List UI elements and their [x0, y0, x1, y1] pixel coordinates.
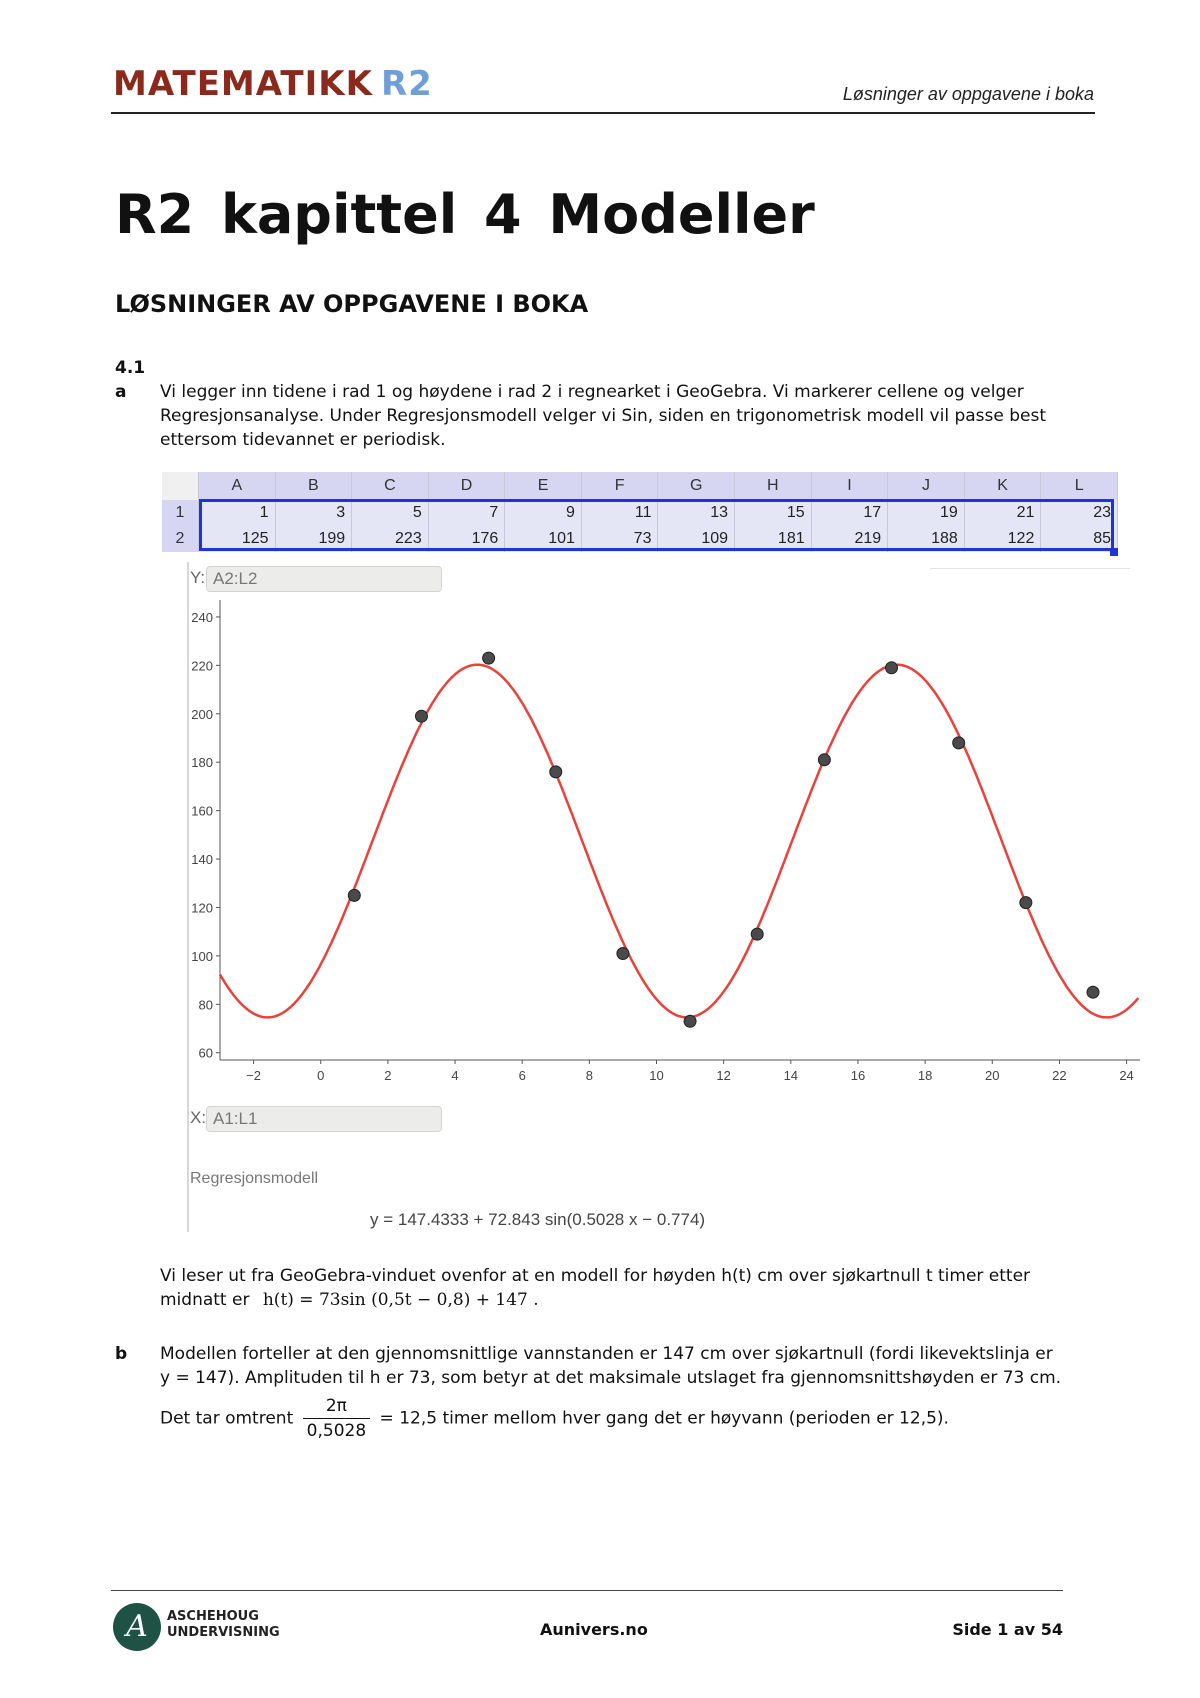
y-tick-label: 80: [198, 997, 213, 1013]
sheet-cell[interactable]: 219: [811, 526, 888, 552]
x-tick-label: 4: [451, 1068, 459, 1083]
footer-brand: [167, 1609, 280, 1641]
data-point[interactable]: [415, 710, 427, 722]
part-b-line-1: Modellen forteller at den gjennomsnittlige vannstanden er 147 cm over sjøkartnull (fordi likevektslinja er: [160, 1344, 1053, 1364]
sheet-cell[interactable]: 15: [735, 500, 812, 526]
part-b-line-2: y = 147). Amplituden til h er 73, som betyr at det maksimale utslaget fra gjennomsnittshøyden er 73 cm.: [160, 1368, 1062, 1388]
y-tick-label: 200: [191, 706, 213, 722]
sheet-cell[interactable]: 101: [505, 526, 582, 552]
x-tick-label: 8: [585, 1068, 593, 1083]
readout-line-2: [160, 1288, 1090, 1312]
data-point[interactable]: [684, 1015, 696, 1027]
x-tick-label: 0: [317, 1068, 325, 1083]
y-tick-label: 120: [191, 900, 213, 916]
readout-prefix: midnatt er: [160, 1290, 250, 1310]
x-range-input[interactable]: A1:L1: [206, 1106, 442, 1132]
x-tick-label: 16: [850, 1068, 866, 1083]
x-tick-label: 18: [917, 1068, 933, 1083]
sheet-cell[interactable]: 13: [658, 500, 735, 526]
x-axis-ticks: [246, 1060, 1134, 1083]
part-a-label: a: [115, 382, 127, 402]
readout-line-1: Vi leser ut fra GeoGebra-vinduet ovenfor at en modell for høyden h(t) cm over sjøkartnull t timer etter: [160, 1266, 1031, 1286]
sheet-cell[interactable]: 73: [581, 526, 658, 552]
header-divider: [111, 112, 1095, 114]
regression-model-label: Regresjonsmodell: [190, 1170, 319, 1187]
column-header[interactable]: B: [275, 472, 352, 500]
sheet-cell[interactable]: 5: [352, 500, 429, 526]
column-header[interactable]: H: [735, 472, 812, 500]
column-header[interactable]: J: [888, 472, 965, 500]
fraction-denominator: 0,5028: [306, 1421, 367, 1441]
column-header[interactable]: A: [199, 472, 276, 500]
data-point[interactable]: [818, 754, 830, 766]
y-tick-label: 100: [191, 948, 213, 964]
spreadsheet-row: [162, 526, 1118, 552]
sheet-cell[interactable]: 109: [658, 526, 735, 552]
sheet-cell[interactable]: 7: [428, 500, 505, 526]
sheet-cell[interactable]: 181: [735, 526, 812, 552]
sheet-cell[interactable]: 1: [199, 500, 276, 526]
x-tick-label: 10: [649, 1068, 664, 1083]
column-header[interactable]: C: [352, 472, 429, 500]
sheet-cell[interactable]: 19: [888, 500, 965, 526]
sheet-cell[interactable]: 176: [428, 526, 505, 552]
data-points: [348, 652, 1099, 1027]
fraction-numerator: 2π: [303, 1394, 370, 1419]
data-point[interactable]: [1087, 986, 1099, 998]
y-tick-label: 140: [191, 852, 213, 868]
sheet-cell[interactable]: 21: [964, 500, 1041, 526]
sheet-cell[interactable]: 85: [1041, 526, 1118, 552]
sheet-cell[interactable]: 125: [199, 526, 276, 552]
part-b-line-3: [160, 1394, 1090, 1443]
y-range-input[interactable]: A2:L2: [206, 566, 442, 592]
spreadsheet: [162, 472, 1118, 552]
y-tick-label: 180: [191, 755, 213, 771]
regression-formula: y = 147.4333 + 72.843 sin(0.5028 x − 0.774): [370, 1210, 706, 1229]
regression-plot: [188, 600, 1140, 1100]
regression-curve: [220, 665, 1138, 1018]
part-b-label: b: [115, 1344, 128, 1364]
y-tick-label: 240: [191, 609, 213, 625]
model-formula: h(t) = 73sin (0,5t − 0,8) + 147 .: [262, 1290, 539, 1310]
sheet-cell[interactable]: 223: [352, 526, 429, 552]
x-tick-label: 6: [518, 1068, 526, 1083]
column-header[interactable]: K: [964, 472, 1041, 500]
sheet-cell[interactable]: 188: [888, 526, 965, 552]
toolbar-buttons: [930, 556, 1130, 569]
logo-main-text: MATEMATIKK: [113, 64, 373, 104]
brand-line-1: ASCHEHOUG: [167, 1609, 259, 1624]
sheet-cell[interactable]: 17: [811, 500, 888, 526]
x-tick-label: 20: [985, 1068, 1000, 1083]
period-suffix: = 12,5 timer mellom hver gang det er høyvann (perioden er 12,5).: [379, 1408, 949, 1429]
footer-divider: [111, 1590, 1063, 1591]
footer-site[interactable]: Aunivers.no: [540, 1620, 648, 1639]
spreadsheet-column-header-row: [162, 472, 1118, 500]
page-number: Side 1 av 54: [952, 1620, 1063, 1639]
header-tagline: Løsninger av oppgavene i boka: [842, 84, 1094, 104]
column-header[interactable]: F: [581, 472, 658, 500]
y-tick-label: 220: [191, 658, 213, 674]
sheet-cell[interactable]: 9: [505, 500, 582, 526]
x-tick-label: −2: [246, 1068, 261, 1083]
problem-number: 4.1: [115, 358, 146, 378]
part-a-text: Vi legger inn tidene i rad 1 og høydene i rad 2 i regnearket i GeoGebra. Vi markerer cellene og velger Regresjonsanalyse. Under Regresjonsmodell velger vi Sin, siden en trigonometrisk modell vil passe best ettersom tidevannet er periodisk.: [160, 382, 1047, 450]
data-point[interactable]: [617, 947, 629, 959]
column-header[interactable]: E: [505, 472, 582, 500]
sheet-cell[interactable]: 11: [581, 500, 658, 526]
x-tick-label: 14: [783, 1068, 799, 1083]
y-axis-ticks: [191, 610, 220, 1061]
period-prefix: Det tar omtrent: [160, 1408, 294, 1429]
x-tick-label: 24: [1119, 1068, 1134, 1083]
row-header[interactable]: 2: [162, 526, 199, 552]
spreadsheet-corner: [162, 472, 199, 500]
x-tick-label: 12: [716, 1068, 731, 1083]
column-header[interactable]: D: [428, 472, 505, 500]
header-logo: [113, 64, 433, 104]
x-field-label: X:: [190, 1108, 207, 1127]
column-header[interactable]: L: [1041, 472, 1118, 500]
sheet-cell[interactable]: 23: [1041, 500, 1118, 526]
aschehoug-logo: A: [113, 1603, 161, 1651]
y-tick-label: 160: [191, 803, 213, 819]
x-tick-label: 22: [1052, 1068, 1067, 1083]
x-tick-label: 2: [384, 1068, 392, 1083]
brand-line-2: UNDERVISNING: [167, 1625, 280, 1640]
column-header[interactable]: I: [811, 472, 888, 500]
spreadsheet-row: [162, 500, 1118, 526]
page-title: R2 kapittel 4 Modeller: [115, 183, 815, 246]
sheet-cell[interactable]: 199: [275, 526, 352, 552]
page-subtitle: LØSNINGER AV OPPGAVENE I BOKA: [115, 290, 589, 318]
column-header[interactable]: G: [658, 472, 735, 500]
y-field-label: Y:: [190, 568, 206, 587]
logo-course-text: R2: [380, 64, 433, 104]
data-point[interactable]: [483, 652, 495, 664]
sheet-cell[interactable]: 3: [275, 500, 352, 526]
data-point[interactable]: [1020, 897, 1032, 909]
data-point[interactable]: [886, 662, 898, 674]
sheet-cell[interactable]: 122: [964, 526, 1041, 552]
y-tick-label: 60: [198, 1045, 213, 1061]
period-fraction: [303, 1394, 370, 1443]
selection-fill-handle[interactable]: [1110, 548, 1118, 556]
data-point[interactable]: [550, 766, 562, 778]
data-point[interactable]: [953, 737, 965, 749]
data-point[interactable]: [348, 889, 360, 901]
data-point[interactable]: [751, 928, 763, 940]
row-header[interactable]: 1: [162, 500, 199, 526]
